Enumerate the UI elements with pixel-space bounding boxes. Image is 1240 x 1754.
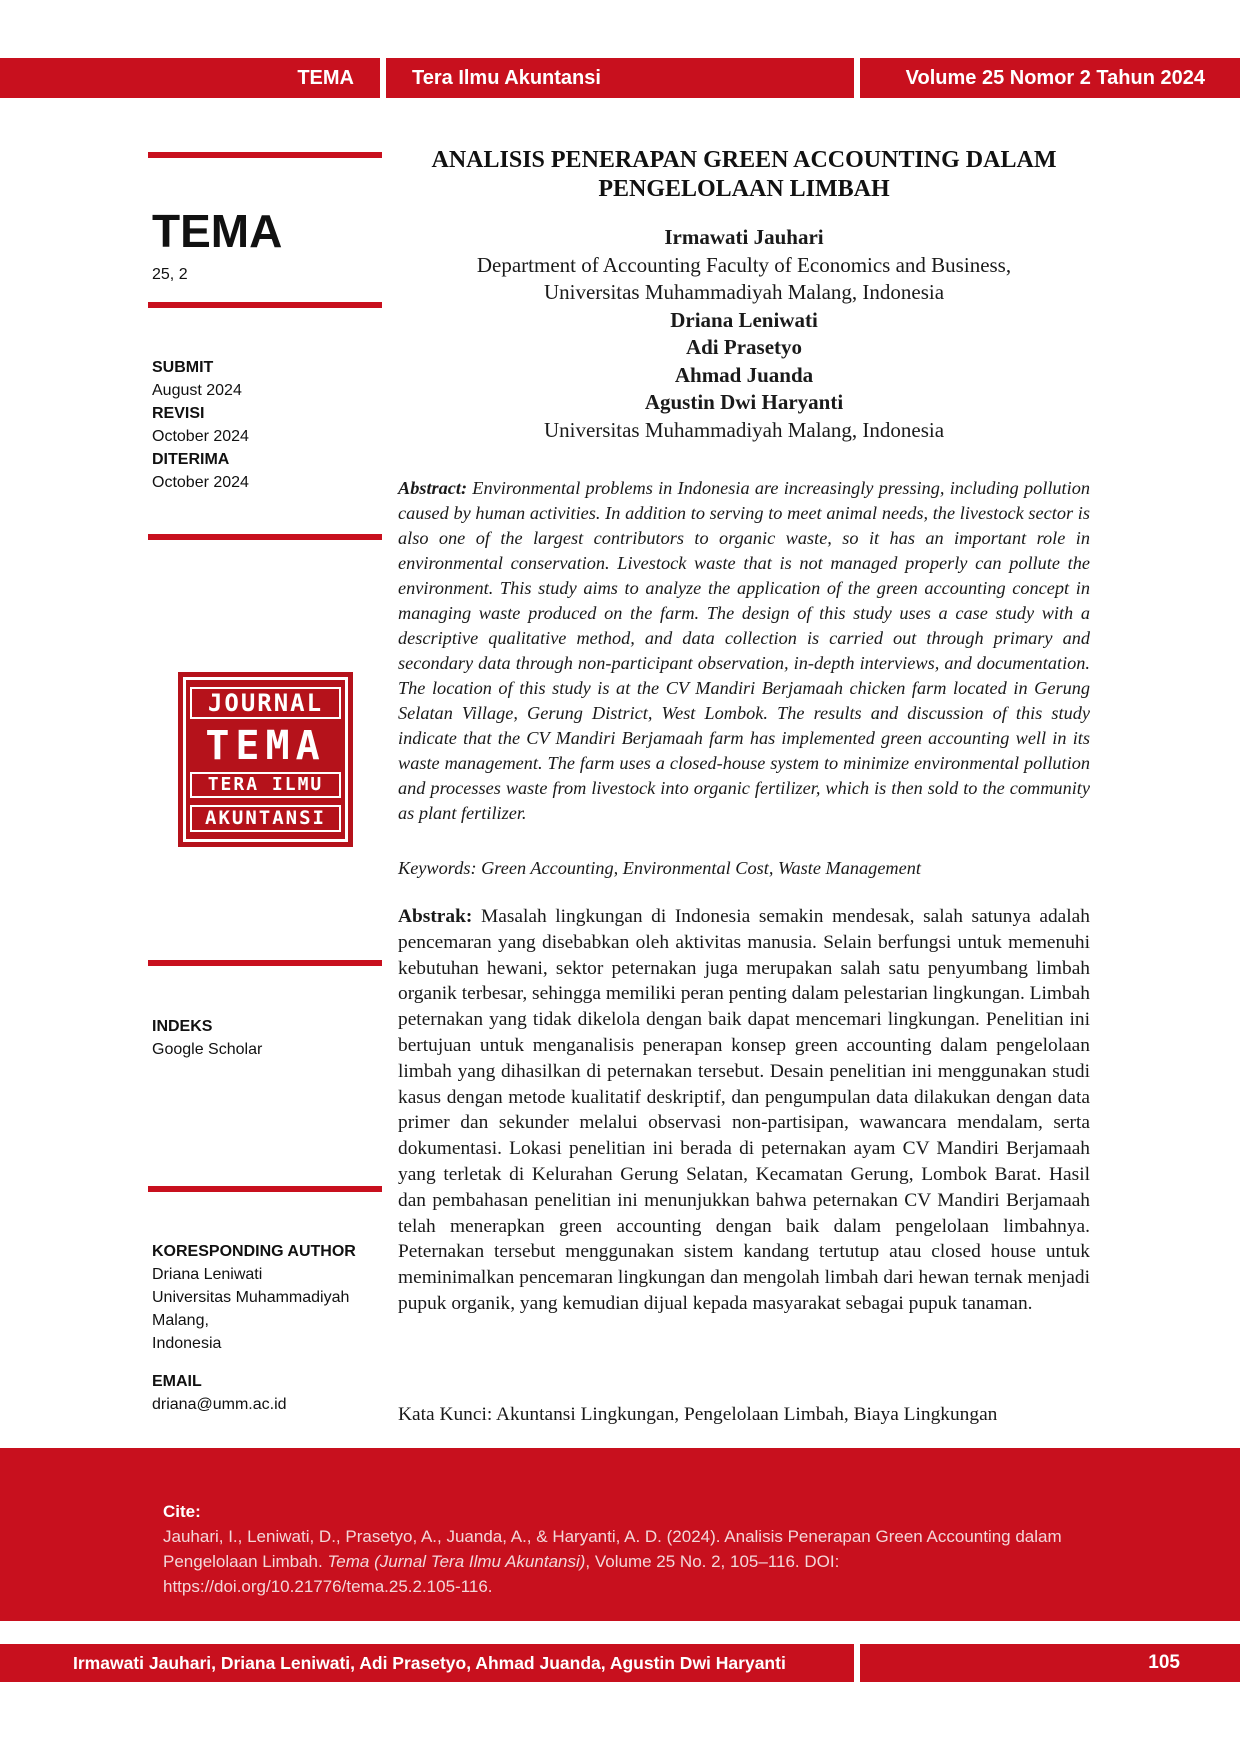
diterima-date: October 2024 bbox=[152, 474, 249, 491]
abstract-heading: Abstract: bbox=[398, 478, 468, 498]
logo-text-akuntansi: AKUNTANSI bbox=[190, 805, 341, 832]
author-list bbox=[398, 224, 1090, 444]
logo-text-journal: JOURNAL bbox=[190, 687, 341, 719]
author-name: Ahmad Juanda bbox=[674, 362, 814, 387]
indeks-value: Google Scholar bbox=[152, 1041, 263, 1058]
page-number: 105 bbox=[860, 1644, 1240, 1682]
submit-date: August 2024 bbox=[152, 382, 242, 399]
sidebar-divider bbox=[148, 302, 382, 308]
author-name: Irmawati Jauhari bbox=[664, 225, 824, 249]
citation-box bbox=[0, 1448, 1240, 1621]
corresponding-affiliation: Indonesia bbox=[152, 1335, 222, 1352]
sidebar-divider bbox=[148, 152, 382, 158]
revisi-label: REVISI bbox=[152, 405, 205, 422]
diterima-label: DITERIMA bbox=[152, 451, 230, 468]
header-journal-short: TEMA bbox=[0, 58, 380, 98]
author-affiliation: Universitas Muhammadiyah Malang, Indonesia bbox=[543, 417, 945, 442]
abstract-body: Environmental problems in Indonesia are increasingly pressing, including pollution caused by human activities. In addition to serving to meet animal needs, the livestock sector is also one of the largest contributors to organic waste, so it has an important role in environmental conservation. Livestock waste that is not managed properly can pollute the environment. This study aims to analyze the application of the green accounting concept in managing waste produced on the farm. The design of this study uses a case study with a descriptive qualitative method, and data collection is carried out through primary and secondary data through non-participant observation, in-depth interviews, and documentation. The location of this study is at the CV Mandiri Berjamaah chicken farm located in Gerung Selatan Village, Gerung District, West Lombok. The results and discussion of this study indicate that the CV Mandiri Berjamaah farm has implemented green accounting well in its waste management. The farm uses a closed-house system to minimize environmental pollution and processes waste from livestock into organic fertilizer, which is then sold to the community as plant fertilizer. bbox=[398, 478, 1090, 823]
keywords-english: Keywords: Green Accounting, Environmental Cost, Waste Management bbox=[398, 858, 921, 878]
sidebar-email bbox=[152, 1370, 287, 1416]
sidebar-volume: 25, 2 bbox=[152, 266, 188, 283]
sidebar-divider bbox=[148, 960, 382, 966]
keywords-indonesian: Kata Kunci: Akuntansi Lingkungan, Pengelolaan Limbah, Biaya Lingkungan bbox=[398, 1404, 998, 1425]
header-volume: Volume 25 Nomor 2 Tahun 2024 bbox=[860, 58, 1240, 98]
sidebar-journal-title: TEMA bbox=[152, 205, 283, 257]
author-name: Agustin Dwi Haryanti bbox=[644, 390, 844, 414]
paper-title bbox=[398, 146, 1090, 204]
abstrak-body: Masalah lingkungan di Indonesia semakin mendesak, salah satunya adalah pencemaran yang disebabkan oleh aktivitas manusia. Selain berfungsi untuk memenuhi kebutuhan hewani, sektor peternakan juga merupakan salah satu penyumbang limbah organik terbesar, sehingga memiliki peran penting dalam pelestarian lingkungan. Limbah peternakan yang tidak dikelola dengan baik dapat mencemari lingkungan. Penelitian ini bertujuan untuk menganalisis penerapan konsep green accounting dalam pengelolaan limbah yang dihasilkan di peternakan tersebut. Desain penelitian ini menggunakan studi kasus dengan metode kualitatif deskriptif, dan pengumpulan data dilakukan dengan data primer dan sekunder melalui observasi non-partisipan, wawancara mendalam, serta dokumentasi. Lokasi penelitian ini berada di peternakan ayam CV Mandiri Berjamaah yang terletak di Kelurahan Gerung Selatan, Kecamatan Gerung, Lombok Barat. Hasil dan pembahasan penelitian ini menunjukkan bahwa peternakan CV Mandiri Berjamaah telah menerapkan green accounting dengan baik dalam pengelolaan limbahnya. Peternakan tersebut menggunakan sistem kandang tertutup atau closed house untuk meminimalkan pencemaran lingkungan dan mengolah limbah dari hewan ternak menjadi pupuk organik, yang kemudian dijual kepada masyarakat sebagai pupuk tanaman. bbox=[398, 906, 1090, 1314]
sidebar-divider bbox=[148, 534, 382, 540]
abstract-english bbox=[398, 476, 1090, 826]
cite-journal: Tema (Jurnal Tera Ilmu Akuntansi) bbox=[327, 1552, 586, 1571]
email-link[interactable]: driana@umm.ac.id bbox=[152, 1396, 287, 1413]
cite-text bbox=[163, 1524, 1092, 1599]
corresponding-affiliation: Universitas Muhammadiyah bbox=[152, 1289, 350, 1306]
indeks-label: INDEKS bbox=[152, 1018, 213, 1035]
author-affiliation: Department of Accounting Faculty of Economics and Business, bbox=[476, 252, 1012, 277]
corresponding-name: Driana Leniwati bbox=[152, 1266, 263, 1283]
logo-text-tera-ilmu: TERA ILMU bbox=[190, 772, 341, 798]
revisi-date: October 2024 bbox=[152, 428, 249, 445]
header-journal-name: Tera Ilmu Akuntansi bbox=[386, 58, 854, 98]
paper-header bbox=[398, 146, 1090, 444]
author-name: Adi Prasetyo bbox=[685, 335, 803, 359]
logo-frame bbox=[183, 677, 348, 842]
abstrak-heading: Abstrak: bbox=[398, 906, 473, 927]
logo-text-tema: TEMA bbox=[205, 722, 326, 769]
author-name: Driana Leniwati bbox=[670, 307, 818, 332]
submit-label: SUBMIT bbox=[152, 359, 214, 376]
journal-logo bbox=[178, 672, 353, 847]
cite-label: Cite: bbox=[163, 1502, 201, 1521]
paper-title-line: PENGELOLAAN LIMBAH bbox=[598, 176, 890, 202]
sidebar-index bbox=[152, 1015, 262, 1061]
corresponding-label: KORESPONDING AUTHOR bbox=[152, 1243, 356, 1260]
cite-text-part: Jauhari, I., Leniwati, D., Prasetyo, A., Juanda, A., & Haryanti, A. D. (2024). Analisis Penerapan Green Accounting dalam Pengelolaan Limbah. bbox=[163, 1527, 1062, 1571]
paper-title-line: ANALISIS PENERAPAN GREEN ACCOUNTING DALAM bbox=[431, 147, 1057, 173]
cite-text-part: , Volume 25 No. 2, 105–116. DOI: https://doi.org/10.21776/tema.25.2.105-116. bbox=[163, 1552, 840, 1596]
journal-header-bar bbox=[0, 58, 1240, 98]
corresponding-affiliation: Malang, bbox=[152, 1312, 209, 1329]
footer-authors: Irmawati Jauhari, Driana Leniwati, Adi Prasetyo, Ahmad Juanda, Agustin Dwi Haryanti bbox=[0, 1644, 854, 1682]
page-footer bbox=[0, 1644, 1240, 1682]
abstract-indonesian bbox=[398, 904, 1090, 1317]
email-label: EMAIL bbox=[152, 1373, 202, 1390]
sidebar-divider bbox=[148, 1186, 382, 1192]
sidebar-corresponding-author bbox=[152, 1240, 356, 1355]
sidebar-dates bbox=[152, 356, 249, 494]
author-affiliation: Universitas Muhammadiyah Malang, Indonesia bbox=[543, 280, 945, 304]
